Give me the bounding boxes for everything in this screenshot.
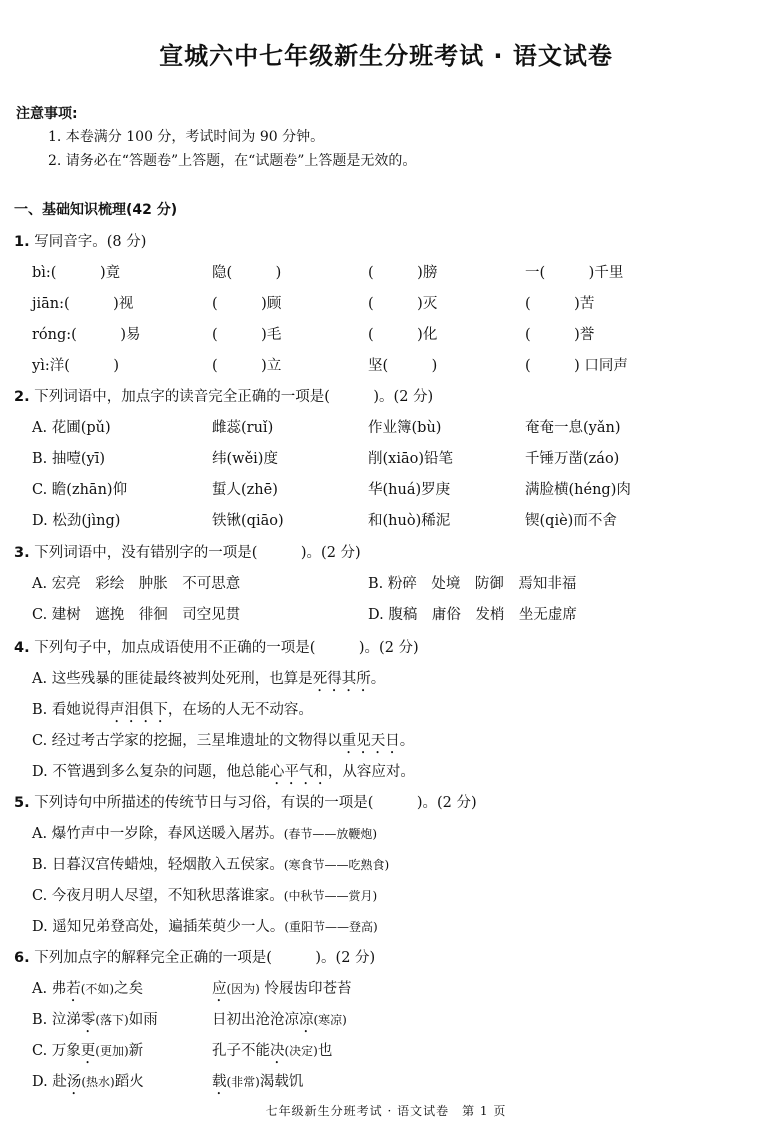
choice-option: C. 建树 遮挽 徘徊 司空见贯 [32,607,241,623]
question-number: 6. [14,950,30,966]
answer-item: 华(huá)罗庚 [368,482,451,498]
option-text: B. 泣涕零 [32,1012,96,1028]
choice-option: D. 腹稿 庸俗 发梢 坐无虚席 [368,607,577,623]
dotted-character: 应 [212,981,227,997]
choice-option [32,1039,143,1067]
gloss: (决定) [284,1044,318,1058]
emphasized-idiom: 死得其所 [312,671,371,687]
choice-option [212,1008,347,1036]
answer-item: 锲(qiè)而不舍 [525,513,617,529]
option-text: C. 经过考古学家的挖掘，三星堆遗址的文物得以 [32,733,342,749]
answer-item: ( )膀 [368,265,438,281]
notice-item-1: 1. 本卷满分 100 分，考试时间为 90 分钟。 [48,129,325,145]
answer-item: ( )立 [212,358,282,374]
gloss: (更加) [95,1044,129,1058]
section-heading: 一、基础知识梳理(42 分) [14,202,178,218]
answer-item: C. 瞻(zhān)仰 [32,482,128,498]
answer-item: 满脸横(héng)肉 [525,482,631,498]
option-text: A. 弗若 [32,981,81,997]
option-text: ，在场的人无不动容。 [167,702,313,718]
question-text: 下列句子中，加点成语使用不正确的一项是( )。(2 分) [34,640,419,656]
choice-option: B. 粉碎 处境 防御 焉知非福 [368,576,577,592]
dotted-character: 载 [212,1074,227,1090]
dotted-character: 零 [80,1012,96,1028]
option-text: 蹈火 [114,1074,144,1090]
option-text: B. 看她说得 [32,702,110,718]
poem-line: A. 爆竹声中一岁除，春风送暖入屠苏。 [32,826,284,842]
answer-item: ( )灭 [368,296,438,312]
poem-line: B. 日暮汉宫传蜡烛，轻烟散入五侯家。 [32,857,284,873]
answer-item: B. 抽噎(yī) [32,451,106,467]
gloss: (寒凉) [313,1013,347,1027]
choice-option [32,977,143,1005]
dotted-character: 若 [66,981,81,997]
option-text: 。 [370,671,386,687]
answer-item: 一( )千里 [525,265,624,281]
gloss: (热水) [81,1075,115,1089]
option-text: ，从容应对。 [327,764,415,780]
option-text: 之矣 [114,981,144,997]
question-1-header [14,230,146,251]
answer-item: A. 花圃(pǔ) [32,420,111,436]
dotted-character: 凉 [299,1012,314,1028]
question-4-header [14,636,419,657]
choice-option: A. 宏亮 彩绘 肿胀 不可思意 [32,576,241,592]
festival-note: (寒食节——吃熟食) [283,858,390,872]
festival-note: (春节——放鞭炮) [283,827,378,841]
question-6-header [14,946,375,967]
notice-heading: 注意事项: [16,106,78,122]
emphasized-idiom: 心平气和 [269,764,328,780]
answer-item: yì:洋( ) [32,358,120,374]
answer-item: 作业簿(bù) [368,420,442,436]
option-text: 如雨 [128,1012,158,1028]
answer-item: 蜇人(zhē) [212,482,278,498]
answer-item: 雌蕊(ruǐ) [212,420,274,436]
poem-line: C. 今夜月明人尽望，不知秋思落谁家。 [32,888,284,904]
choice-option [32,698,313,726]
question-number: 1. [14,234,30,250]
question-3-header [14,541,361,562]
question-text: 下列加点字的解释完全正确的一项是( )。(2 分) [34,950,376,966]
option-text [212,1074,227,1090]
answer-item: D. 松劲(jìng) [32,513,121,529]
choice-option [32,884,377,905]
gloss: (非常) [226,1075,260,1089]
choice-option [32,915,378,936]
emphasized-idiom: 重见天日 [341,733,400,749]
answer-item: ( )化 [368,327,438,343]
option-text: C. 万象更 [32,1043,96,1059]
question-number: 2. [14,389,30,405]
choice-option [32,853,389,874]
option-text [212,981,227,997]
answer-item: 铁锹(qiāo) [212,513,284,529]
question-text: 下列诗句中所描述的传统节日与习俗，有误的一项是( )。(2 分) [34,795,477,811]
answer-item: ( )苦 [525,296,595,312]
gloss: (落下) [95,1013,129,1027]
answer-item: ( )顾 [212,296,282,312]
page-title: 宣城六中七年级新生分班考试 · 语文试卷 [159,42,613,70]
question-number: 5. [14,795,30,811]
option-text: 日初出沧沧凉凉 [212,1012,314,1028]
answer-item: 隐( ) [212,265,282,281]
dotted-character: 决 [270,1043,285,1059]
answer-item: 削(xiāo)铅笔 [368,451,454,467]
choice-option [212,1039,332,1067]
option-text: 孔子不能决 [212,1043,285,1059]
answer-item: bì:( )竟 [32,265,121,281]
answer-item: 千锤万凿(záo) [525,451,620,467]
choice-option [212,977,351,1005]
option-text: 新 [128,1043,144,1059]
question-text: 下列词语中，没有错别字的一项是( )。(2 分) [34,545,361,561]
festival-note: (中秋节——赏月) [283,889,378,903]
choice-option [32,822,377,843]
question-text: 下列词语中，加点字的读音完全正确的一项是( )。(2 分) [34,389,434,405]
question-text: 写同音字。(8 分) [34,234,147,250]
choice-option [32,1008,158,1036]
answer-item: 奄奄一息(yǎn) [525,420,621,436]
choice-option [32,729,414,757]
answer-item: ( )誉 [525,327,595,343]
question-number: 4. [14,640,30,656]
gloss: (不如) [80,982,115,996]
option-text: A. 这些残暴的匪徒最终被判处死刑，也算是 [32,671,313,687]
question-number: 3. [14,545,30,561]
dotted-character: 汤 [66,1074,82,1090]
answer-item: róng:( )易 [32,327,141,343]
answer-item: 和(huò)稀泥 [368,513,451,529]
answer-item: ( ) 口同声 [525,358,628,374]
option-text: 渴载饥 [259,1074,304,1090]
notice-item-2: 2. 请务必在“答题卷”上答题，在“试题卷”上答题是无效的。 [48,153,417,169]
option-text: 。 [399,733,415,749]
dotted-character: 更 [80,1043,96,1059]
option-text: 也 [317,1043,333,1059]
choice-option [32,760,415,788]
question-5-header [14,791,477,812]
answer-item: 坚( ) [368,358,438,374]
choice-option [32,1070,144,1098]
option-text: D. 不管遇到多么复杂的问题，他总能 [32,764,270,780]
answer-item: jiān:( )视 [32,296,134,312]
question-2-header [14,385,433,406]
emphasized-idiom: 声泪俱下 [109,702,168,718]
page-footer: 七年级新生分班考试 · 语文试卷 第 1 页 [265,1104,507,1118]
choice-option [212,1070,303,1098]
poem-line: D. 遥知兄弟登高处，遍插茱萸少一人。 [32,919,285,935]
festival-note: (重阳节——登高) [284,920,378,934]
choice-option [32,667,385,695]
gloss: (因为) [226,982,260,996]
answer-item: ( )毛 [212,327,282,343]
answer-item: 纬(wěi)度 [212,451,278,467]
option-text: 怜屐齿印苍苔 [259,981,352,997]
option-text: D. 赴汤 [32,1074,82,1090]
